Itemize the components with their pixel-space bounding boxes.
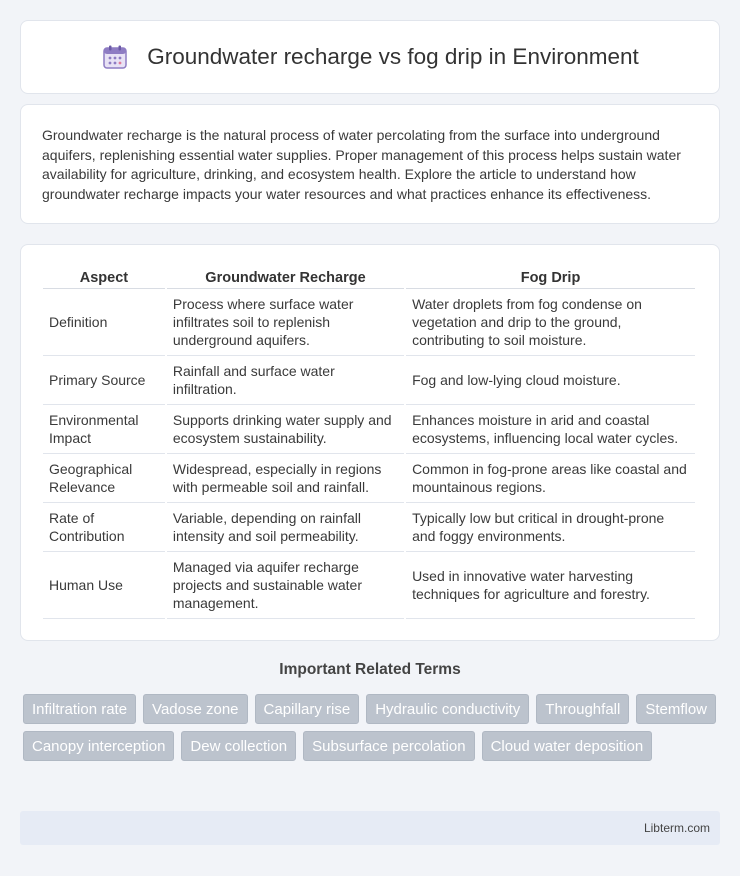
row-aspect: Human Use <box>43 552 165 619</box>
row-groundwater: Rainfall and surface water infiltration. <box>167 356 404 405</box>
row-groundwater: Supports drinking water supply and ecosystem sustainability. <box>167 405 404 454</box>
row-aspect: Rate of Contribution <box>43 503 165 552</box>
row-fog-drip: Water droplets from fog condense on vegetation and drip to the ground, contributing to soil moisture. <box>406 289 695 356</box>
table-row <box>43 552 695 619</box>
tag-stemflow[interactable]: Stemflow <box>636 694 716 724</box>
table-row <box>43 356 695 405</box>
footer <box>20 811 720 845</box>
row-aspect: Geographical Relevance <box>43 454 165 503</box>
row-fog-drip: Fog and low-lying cloud moisture. <box>406 356 695 405</box>
calendar-icon <box>101 43 129 71</box>
table-row <box>43 289 695 356</box>
row-fog-drip: Typically low but critical in drought-prone and foggy environments. <box>406 503 695 552</box>
tag-vadose-zone[interactable]: Vadose zone <box>143 694 247 724</box>
tag-infiltration-rate[interactable]: Infiltration rate <box>23 694 136 724</box>
footer-site-link[interactable]: Libterm.com <box>643 821 710 835</box>
header-groundwater: Groundwater Recharge <box>167 265 404 289</box>
table-header-row <box>43 265 695 289</box>
row-groundwater: Process where surface water infiltrates soil to replenish underground aquifers. <box>167 289 404 356</box>
tag-capillary-rise[interactable]: Capillary rise <box>255 694 360 724</box>
row-aspect: Primary Source <box>43 356 165 405</box>
table-row <box>43 405 695 454</box>
tag-dew-collection[interactable]: Dew collection <box>181 731 296 761</box>
row-fog-drip: Common in fog-prone areas like coastal and mountainous regions. <box>406 454 695 503</box>
tag-hydraulic-conductivity[interactable]: Hydraulic conductivity <box>366 694 529 724</box>
row-fog-drip: Enhances moisture in arid and coastal ecosystems, influencing local water cycles. <box>406 405 695 454</box>
page-title: Groundwater recharge vs fog drip in Environment <box>147 44 639 69</box>
header-aspect: Aspect <box>43 265 165 289</box>
tag-cloud-water-deposition[interactable]: Cloud water deposition <box>482 731 653 761</box>
row-groundwater: Managed via aquifer recharge projects and sustainable water management. <box>167 552 404 619</box>
table-row <box>43 503 695 552</box>
related-terms-heading: Important Related Terms <box>279 661 461 678</box>
row-groundwater: Widespread, especially in regions with permeable soil and rainfall. <box>167 454 404 503</box>
title-card <box>20 20 720 94</box>
row-fog-drip: Used in innovative water harvesting techniques for agriculture and forestry. <box>406 552 695 619</box>
header-fog-drip: Fog Drip <box>406 265 695 289</box>
comparison-card <box>20 244 720 641</box>
intro-card <box>20 104 720 224</box>
tag-throughfall[interactable]: Throughfall <box>536 694 629 724</box>
row-aspect: Definition <box>43 289 165 356</box>
row-groundwater: Variable, depending on rainfall intensity and soil permeability. <box>167 503 404 552</box>
tag-subsurface-percolation[interactable]: Subsurface percolation <box>303 731 474 761</box>
row-aspect: Environmental Impact <box>43 405 165 454</box>
tag-canopy-interception[interactable]: Canopy interception <box>23 731 174 761</box>
related-terms-list <box>20 694 720 761</box>
intro-text: Groundwater recharge is the natural process of water percolating from the surface into underground aquifers, replenishing essential water supplies. Proper management of this process helps sustain water availability for agriculture, drinking, and ecosystem health. Explore the article to understand how groundwater recharge impacts your water resources and what practices enhance its effectiveness. <box>42 127 681 202</box>
comparison-table <box>41 265 697 619</box>
table-row <box>43 454 695 503</box>
